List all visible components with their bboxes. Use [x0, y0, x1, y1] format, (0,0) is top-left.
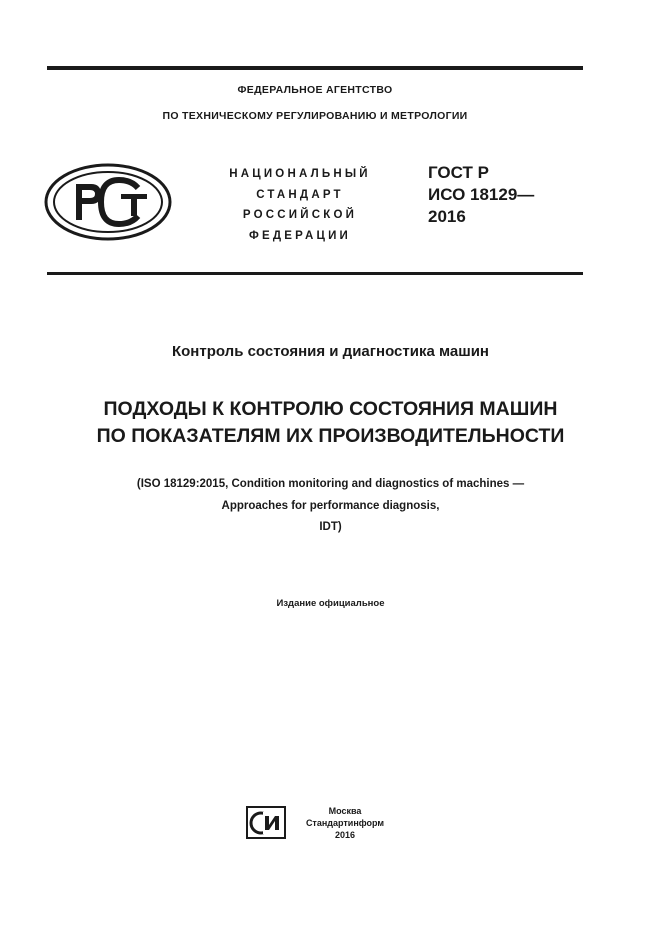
standard-type-line-3: РОССИЙСКОЙ [242, 209, 358, 221]
original-standard-line-1: (ISO 18129:2015, Condition monitoring and diagnostics of machines — [136, 478, 525, 490]
agency-name-line-1: ФЕДЕРАЛЬНОЕ АГЕНТСТВО [237, 84, 393, 96]
designation-line-3: 2016 [428, 207, 466, 226]
document-title-line-1: ПОДХОДЫ К КОНТРОЛЮ СОСТОЯНИЯ МАШИН [103, 398, 558, 420]
edition-label: Издание официальное [276, 598, 385, 609]
standard-type-line-4: ФЕДЕРАЦИИ [248, 230, 352, 242]
middle-rule [47, 272, 583, 275]
publisher-city: Москва [328, 806, 362, 816]
standartinform-logo-icon [246, 806, 286, 839]
publisher-name: Стандартинформ [305, 818, 385, 828]
standard-type-line-2: СТАНДАРТ [256, 189, 344, 201]
standard-type-line-1: НАЦИОНАЛЬНЫЙ [229, 168, 371, 180]
agency-name-line-2: ПО ТЕХНИЧЕСКОМУ РЕГУЛИРОВАНИЮ И МЕТРОЛОГИИ [162, 110, 468, 122]
designation-line-2: ИСО 18129— [428, 185, 535, 204]
subject-heading: Контроль состояния и диагностика машин [171, 343, 489, 360]
top-rule [47, 66, 583, 70]
publisher-year: 2016 [334, 830, 356, 840]
original-standard-line-3: IDT) [319, 521, 342, 533]
original-standard-line-2: Approaches for performance diagnosis, [221, 500, 440, 512]
designation-line-1: ГОСТ Р [428, 163, 489, 182]
document-title-line-2: ПО ПОКАЗАТЕЛЯМ ИХ ПРОИЗВОДИТЕЛЬНОСТИ [96, 425, 565, 447]
gost-r-logo-icon [43, 162, 173, 242]
